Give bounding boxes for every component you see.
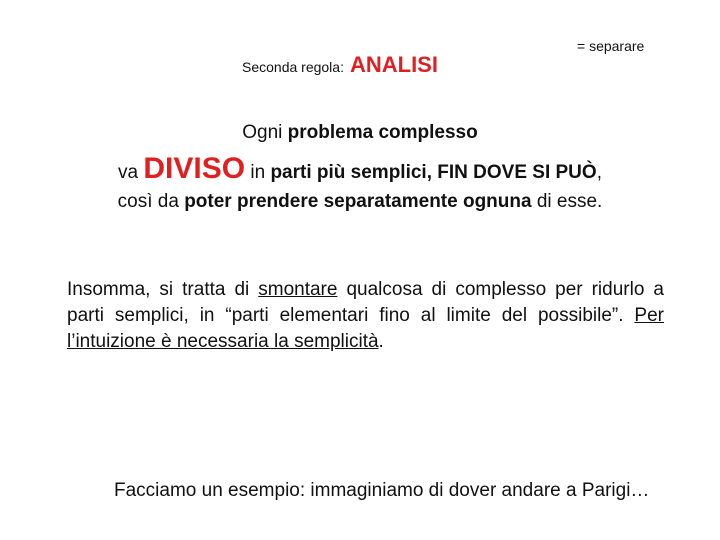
footer-example: Facciamo un esempio: immaginiamo di dover andare a Parigi… bbox=[114, 480, 650, 501]
statement-line-2-post: , bbox=[596, 162, 602, 183]
statement-line-1-pre: Ogni bbox=[242, 122, 288, 143]
statement-line-2 bbox=[0, 152, 720, 186]
statement-line-2-mid: in bbox=[245, 162, 271, 183]
statement-line-3-bold: poter prendere separatamente ognuna bbox=[184, 191, 532, 212]
statement-line-3-post: di esse. bbox=[531, 191, 603, 212]
statement-line-3 bbox=[0, 191, 720, 213]
statement-line-3-pre: così da bbox=[117, 191, 185, 212]
statement-keyword: DIVISO bbox=[143, 152, 246, 185]
paragraph-part-1: Insomma, si tratta di bbox=[67, 279, 259, 300]
statement-line-2-bold: parti più semplici, FIN DOVE SI PUÒ bbox=[270, 162, 597, 183]
statement-line-1 bbox=[0, 122, 720, 144]
rule-heading bbox=[242, 52, 438, 78]
paragraph-underlined-2: Per l’intuizione è necessaria la semplicità bbox=[67, 305, 664, 352]
paragraph-part-3: . bbox=[378, 331, 384, 352]
rule-definition: = separare bbox=[577, 38, 645, 54]
statement-line-1-bold: problema complesso bbox=[287, 122, 478, 143]
statement-line-2-pre: va bbox=[118, 162, 144, 183]
rule-label: Seconda regola: bbox=[242, 59, 344, 75]
paragraph-part-2: qualcosa di complesso per ridurlo a parti semplici, in “parti elementari fino al limite del possibile”. bbox=[67, 279, 664, 326]
rule-name: ANALISI bbox=[349, 52, 438, 77]
paragraph-underlined-1: smontare bbox=[258, 279, 338, 300]
explanation-paragraph bbox=[67, 277, 664, 355]
